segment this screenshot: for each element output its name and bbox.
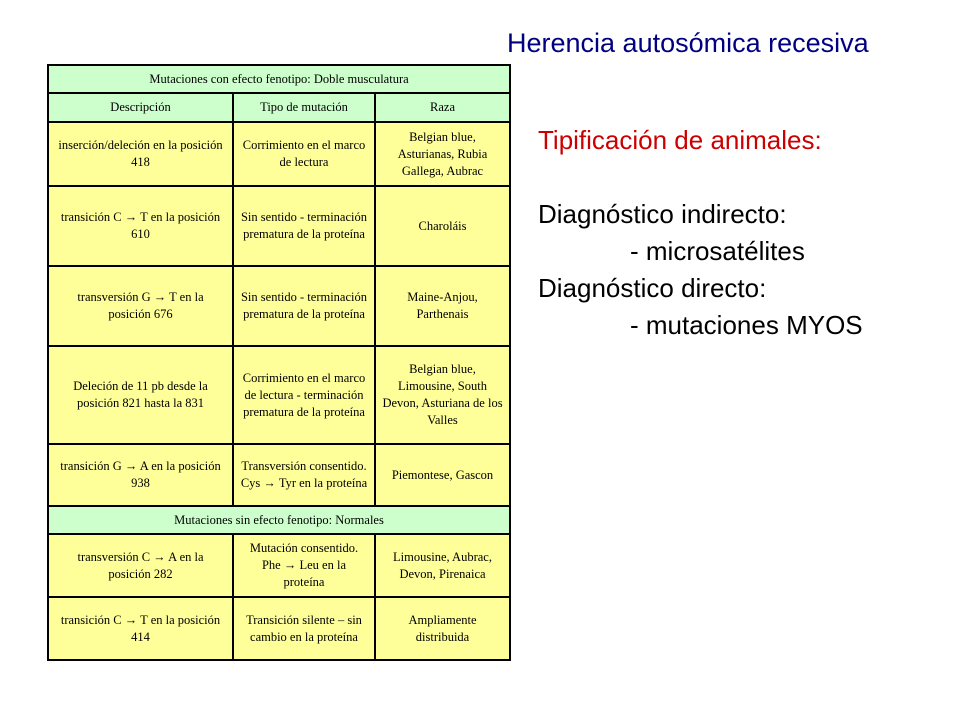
cell-breed: Maine-Anjou, Parthenais <box>375 266 510 346</box>
cell-mutation-type: Mutación consentido. Phe → Leu en la proteína <box>233 534 375 597</box>
section-header-row <box>48 506 510 534</box>
cell-mutation-type: Corrimiento en el marco de lectura - terminación prematura de la proteína <box>233 346 375 444</box>
indirect-heading: Diagnóstico indirecto: <box>538 199 787 229</box>
cell-description: Deleción de 11 pb desde la posición 821 hasta la 831 <box>48 346 233 444</box>
section-title: Mutaciones con efecto fenotipo: Doble musculatura <box>48 65 510 93</box>
direct-item: - mutaciones MYOS <box>630 310 863 340</box>
cell-mutation-type: Transición silente – sin cambio en la proteína <box>233 597 375 660</box>
cell-description: transición C → T en la posición 414 <box>48 597 233 660</box>
table-row <box>48 266 510 346</box>
cell-breed: Piemontese, Gascon <box>375 444 510 506</box>
cell-description: transición G → A en la posición 938 <box>48 444 233 506</box>
table-row <box>48 597 510 660</box>
column-header-breed: Raza <box>375 93 510 122</box>
cell-description: transversión C → A en la posición 282 <box>48 534 233 597</box>
cell-description: transición C → T en la posición 610 <box>48 186 233 266</box>
cell-breed: Charoláis <box>375 186 510 266</box>
notes-block <box>538 122 948 344</box>
table-row <box>48 122 510 186</box>
column-header-description: Descripción <box>48 93 233 122</box>
direct-heading: Diagnóstico directo: <box>538 273 767 303</box>
slide-title: Herencia autosómica recesiva <box>507 28 869 58</box>
section-header-row <box>48 65 510 93</box>
indirect-item: - microsatélites <box>630 236 805 266</box>
cell-description: inserción/deleción en la posición 418 <box>48 122 233 186</box>
table-row <box>48 186 510 266</box>
table-row <box>48 444 510 506</box>
column-header-row <box>48 93 510 122</box>
column-header-mutation-type: Tipo de mutación <box>233 93 375 122</box>
cell-breed: Ampliamente distribuida <box>375 597 510 660</box>
cell-breed: Belgian blue, Limousine, South Devon, Asturiana de los Valles <box>375 346 510 444</box>
cell-mutation-type: Transversión consentido. Cys → Tyr en la proteína <box>233 444 375 506</box>
section-title: Mutaciones sin efecto fenotipo: Normales <box>48 506 510 534</box>
cell-breed: Belgian blue, Asturianas, Rubia Gallega, Aubrac <box>375 122 510 186</box>
mutations-table <box>47 64 511 661</box>
cell-mutation-type: Sin sentido - terminación prematura de la proteína <box>233 186 375 266</box>
typing-heading: Tipificación de animales: <box>538 125 822 155</box>
cell-description: transversión G → T en la posición 676 <box>48 266 233 346</box>
table-row <box>48 346 510 444</box>
cell-mutation-type: Corrimiento en el marco de lectura <box>233 122 375 186</box>
cell-breed: Limousine, Aubrac, Devon, Pirenaica <box>375 534 510 597</box>
cell-mutation-type: Sin sentido - terminación prematura de la proteína <box>233 266 375 346</box>
spacer <box>538 159 948 196</box>
table-row <box>48 534 510 597</box>
